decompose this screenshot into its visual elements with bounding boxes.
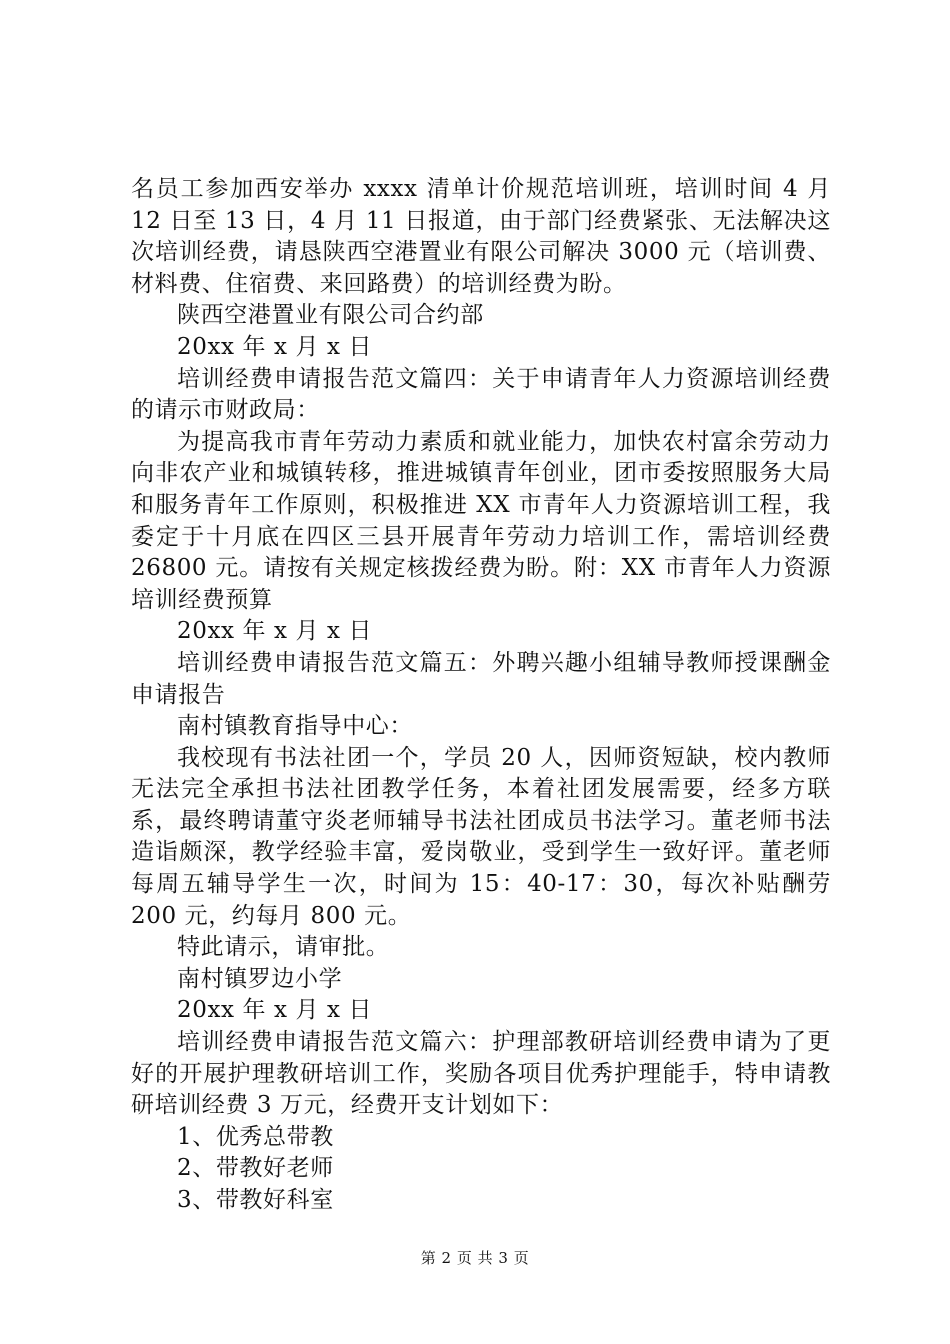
paragraph-heading-part4: 培训经费申请报告范文篇四：关于申请青年人力资源培训经费的请示市财政局： xyxy=(131,365,831,424)
list-item: 2、带教好老师 xyxy=(177,1155,334,1182)
paragraph-heading-part5: 培训经费申请报告范文篇五：外聘兴趣小组辅导教师授课酬金申请报告 xyxy=(131,649,831,708)
list-item: 3、带教好科室 xyxy=(177,1187,334,1213)
paragraph-closing: 特此请示，请审批。 xyxy=(177,934,390,961)
list-item: 1、优秀总带教 xyxy=(177,1123,334,1150)
paragraph-date: 20xx 年 x 月 x 日 xyxy=(177,333,373,360)
page-number: 第 2 页 共 3 页 xyxy=(420,1249,530,1267)
paragraph-signature-company: 陕西空港置业有限公司合约部 xyxy=(177,302,484,329)
paragraph-training-request: 名员工参加西安举办 xxxx 清单计价规范培训班，培训时间 4 月 12 日至 13 日，4 月 11 日报道，由于部门经费紧张、无法解决这次培训经费，请恳陕西空港置业有限公司解决 3000 元（培训费、材料费、住宿费、来回路费）的培训经费为盼。 xyxy=(131,176,831,297)
paragraph-addressee: 南村镇教育指导中心： xyxy=(177,713,413,740)
document-body xyxy=(131,174,831,1217)
paragraph-heading-part6: 培训经费申请报告范文篇六：护理部教研培训经费申请为了更好的开展护理教研培训工作，奖励各项目优秀护理能手，特申请教研培训经费 3 万元，经费开支计划如下： xyxy=(131,1029,831,1119)
paragraph-signature-school: 南村镇罗边小学 xyxy=(177,965,343,992)
paragraph-youth-training: 为提高我市青年劳动力素质和就业能力，加快农村富余劳动力向非农产业和城镇转移，推进城镇青年创业，团市委按照服务大局和服务青年工作原则，积极推进 XX 市青年人力资源培训工程，我委定于十月底在四区三县开展青年劳动力培训工作，需培训经费 26800 元。请按有关规定核拨经费为盼。附：XX 市青年人力资源培训经费预算 xyxy=(131,428,831,613)
paragraph-date: 20xx 年 x 月 x 日 xyxy=(177,997,373,1024)
paragraph-date: 20xx 年 x 月 x 日 xyxy=(177,618,373,645)
paragraph-calligraphy-club: 我校现有书法社团一个，学员 20 人，因师资短缺，校内教师无法完全承担书法社团教学任务，本着社团发展需要，经多方联系，最终聘请董守炎老师辅导书法社团成员书法学习。董老师书法造诣颇深，教学经验丰富，爱岗敬业，受到学生一致好评。董老师每周五辅导学生一次，时间为 15：40-17：30，每次补贴酬劳 200 元，约每月 800 元。 xyxy=(131,744,831,929)
